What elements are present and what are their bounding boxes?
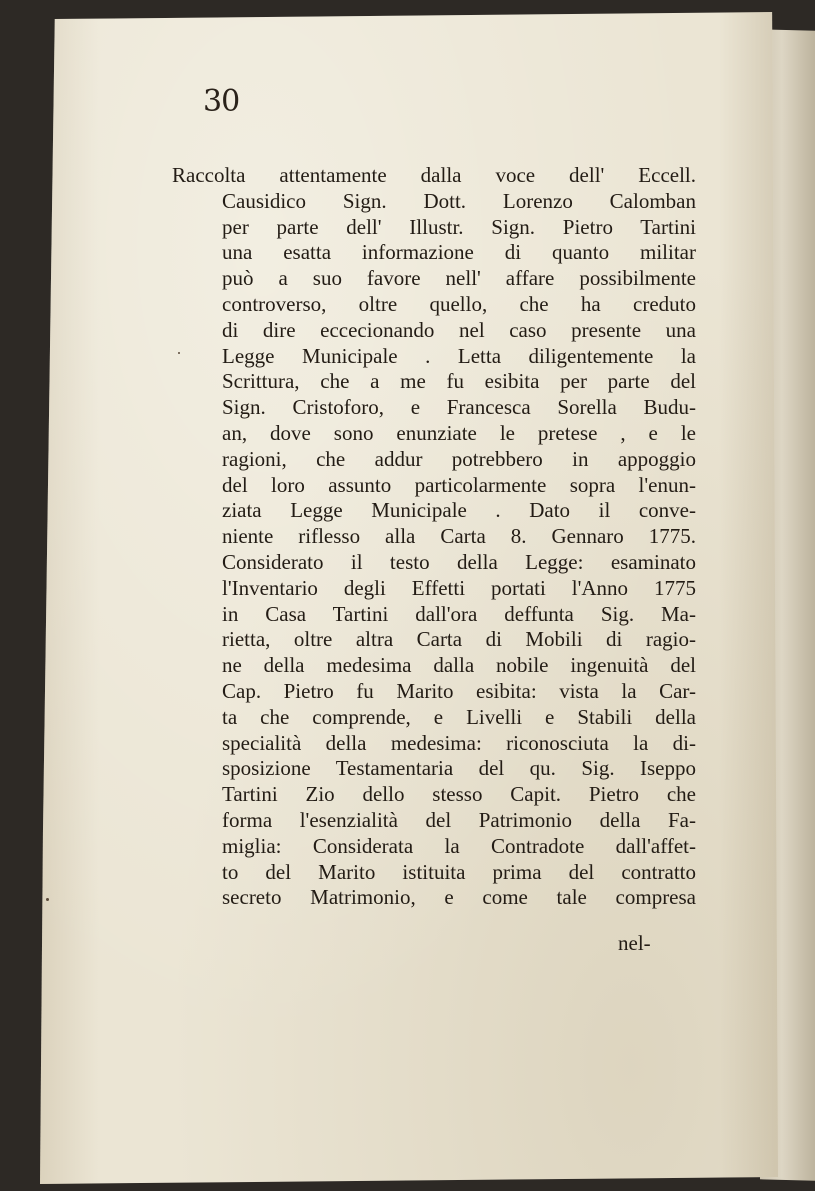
text-line: per parte dell' Illustr. Sign. Pietro Tartini: [222, 214, 696, 239]
text-line: una esatta informazione di quanto militar: [222, 240, 696, 265]
text-line: ziata Legge Municipale . Dato il conve-: [222, 498, 696, 523]
text-line: miglia: Considerata la Contradote dall'affet-: [222, 833, 696, 858]
catchword: nel-: [618, 931, 651, 955]
text-line: Tartini Zio dello stesso Capit. Pietro che: [222, 782, 696, 807]
text-line: l'Inventario degli Effetti portati l'Anno 1775: [222, 575, 696, 600]
text-line: Causidico Sign. Dott. Lorenzo Calomban: [222, 188, 696, 213]
text-line: sposizione Testamentaria del qu. Sig. Iseppo: [222, 756, 696, 781]
paper-speck: [178, 352, 180, 354]
text-line: può a suo favore nell' affare possibilmente: [222, 266, 696, 291]
show-through-text: [150, 280, 210, 800]
text-line: Cap. Pietro fu Marito esibita: vista la Car-: [222, 678, 696, 703]
text-line: specialità della medesima: riconosciuta la di-: [222, 730, 696, 755]
text-line: Sign. Cristoforo, e Francesca Sorella Budu-: [222, 395, 696, 420]
text-line: forma l'esenzialità del Patrimonio della Fa-: [222, 807, 696, 832]
text-line: del loro assunto particolarmente sopra l'enun-: [222, 472, 696, 497]
paper-speck: [46, 898, 49, 901]
text-line: di dire eccecionando nel caso presente una: [222, 317, 696, 342]
text-line: ta che comprende, e Livelli e Stabili della: [222, 704, 696, 729]
text-line: Legge Municipale . Letta diligentemente la: [222, 343, 696, 368]
text-line: Considerato il testo della Legge: esaminato: [222, 549, 696, 574]
page-number: 30: [203, 84, 240, 119]
text-line: ne della medesima dalla nobile ingenuità del: [222, 653, 696, 678]
text-line: in Casa Tartini dall'ora deffunta Sig. Ma-: [222, 601, 696, 626]
text-line: to del Marito istituita prima del contratto: [222, 859, 696, 884]
text-line: Raccolta attentamente dalla voce dell' Eccell.: [172, 163, 696, 187]
text-line: secreto Matrimonio, e come tale compresa: [222, 885, 696, 910]
text-line: niente riflesso alla Carta 8. Gennaro 1775.: [222, 524, 696, 549]
text-line: Scrittura, che a me fu esibita per parte del: [222, 369, 696, 394]
text-line: ragioni, che addur potrebbero in appoggio: [222, 446, 696, 471]
text-line: controverso, oltre quello, che ha creduto: [222, 291, 696, 316]
text-line: an, dove sono enunziate le pretese , e le: [222, 420, 696, 445]
body-text: [172, 163, 696, 911]
text-line: rietta, oltre altra Carta di Mobili di ragio-: [222, 627, 696, 652]
